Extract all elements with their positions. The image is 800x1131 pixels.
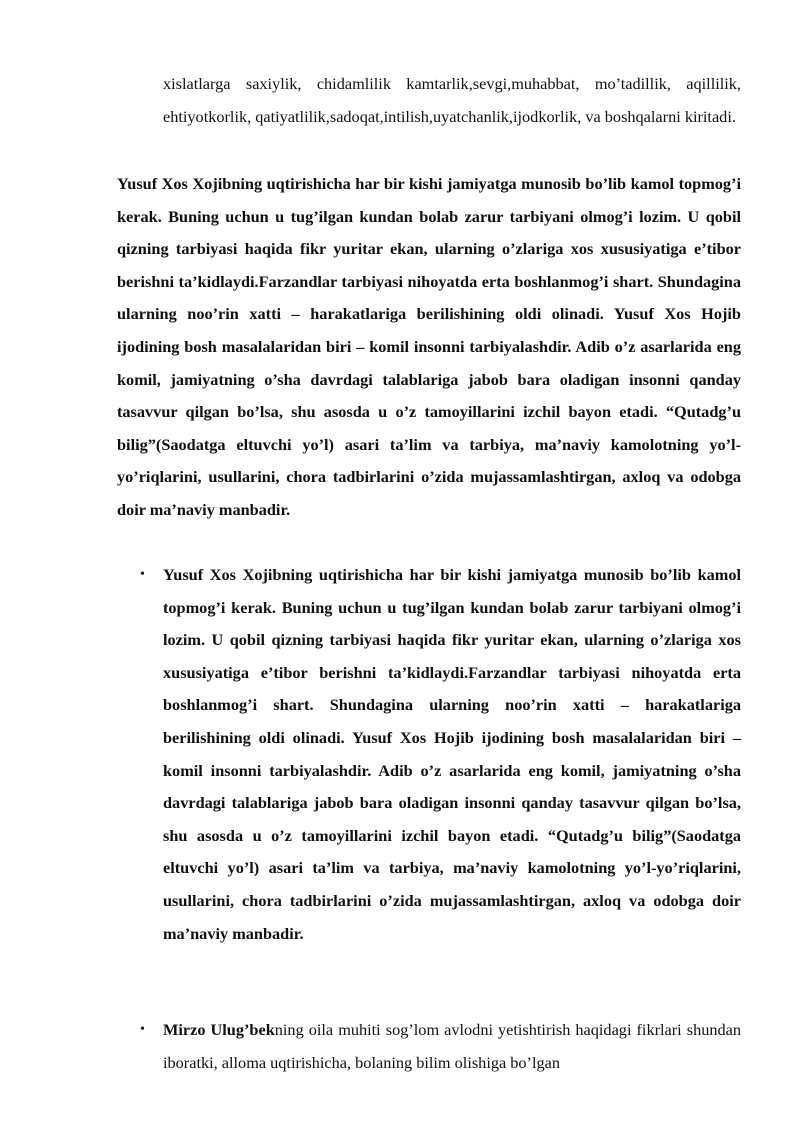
bullet-icon: • [140,567,145,582]
bullet-bold-lead: Mirzo Ulug’bek [163,1020,275,1039]
bullet-icon: • [140,1022,145,1037]
bullet-item-yusuf-xos-xojib [140,559,741,950]
bullet-item-mirzo-ulugbek [140,1014,742,1079]
continuation-paragraph: xislatlarga saxiylik, chidamlilik kamtarlik,sevgi,muhabbat, mo’tadillik, aqillilik, ehtiyotkorlik, qatiyatlilik,sadoqat,intilish,uyatchanlik,ijodkorlik, va boshqalarni kiritadi. [163,74,741,126]
bullet-text: Yusuf Xos Xojibning uqtirishicha har bir kishi jamiyatga munosib bo’lib kamol topmog’i kerak. Buning uchun u tug’ilgan kundan bolab zarur tarbiyani olmog’i lozim. U qobil qizning tarbiyasi haqida fikr yuritar ekan, ularning o’zlariga xos xususiyatiga e’tibor berishni ta’kidlaydi.Farzandlar tarbiyasi nihoyatda erta boshlanmog’i shart. Shundagina ularning noo’rin xatti – harakatlariga berilishining oldi olinadi. Yusuf Xos Hojib ijodining bosh masalalaridan biri – komil insonni tarbiyalashdir. Adib o’z asarlarida eng komil, jamiyatning o’sha davrdagi talablariga jabob bara oladigan insonni qanday tasavvur qilgan bo’lsa, shu asosda u o’z tamoyillarini izchil bayon etadi. “Qutadg’u bilig”(Saodatga eltuvchi yo’l) asari ta’lim va tarbiya, ma’naviy kamolotning yo’l-yo’riqlarini, usullarini, chora tadbirlarini o’zida mujassamlashtirgan, axloq va odobga doir ma’naviy manbadir. [163,565,741,943]
bullet-text: ning oila muhiti sog’lom avlodni yetishtirish haqidagi fikrlari shundan iboratki, alloma uqtirishicha, bolaning bilim olishiga bo’lgan [163,1020,742,1072]
bold-paragraph: Yusuf Xos Xojibning uqtirishicha har bir kishi jamiyatga munosib bo’lib kamol topmog’i kerak. Buning uchun u tug’ilgan kundan bolab zarur tarbiyani olmog’i lozim. U qobil qizning tarbiyasi haqida fikr yuritar ekan, ularning o’zlariga xos xususiyatiga e’tibor berishni ta’kidlaydi.Farzandlar tarbiyasi nihoyatda erta boshlanmog’i shart. Shundagina ularning noo’rin xatti – harakatlariga berilishining oldi olinadi. Yusuf Xos Hojib ijodining bosh masalalaridan biri – komil insonni tarbiyalashdir. Adib o’z asarlarida eng komil, jamiyatning o’sha davrdagi talablariga jabob bara oladigan insonni qanday tasavvur qilgan bo’lsa, shu asosda u o’z tamoyillarini izchil bayon etadi. “Qutadg’u bilig”(Saodatga eltuvchi yo’l) asari ta’lim va tarbiya, ma’naviy kamolotning yo’l-yo’riqlarini, usullarini, chora tadbirlarini o’zida mujassamlashtirgan, axloq va odobga doir ma’naviy manbadir. [117,174,741,519]
